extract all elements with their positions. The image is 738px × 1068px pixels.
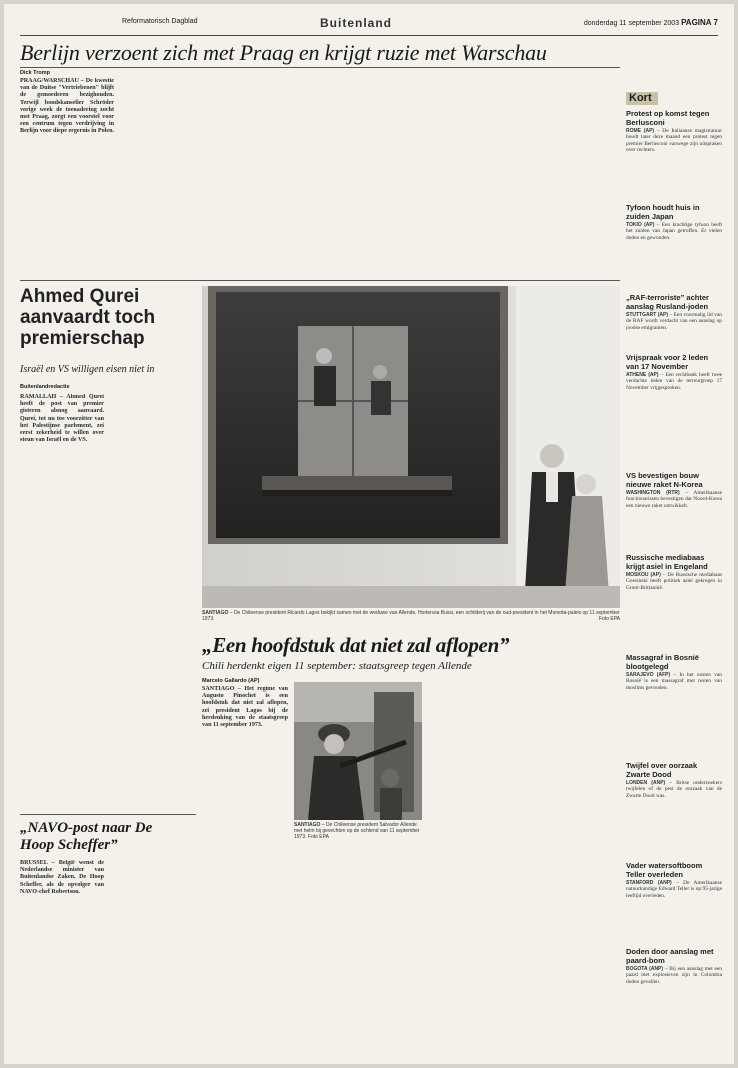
column-berlijn-4 bbox=[316, 78, 412, 274]
kort-item-place: ROME (AP) bbox=[626, 128, 655, 134]
date-text: donderdag 11 september 2003 bbox=[583, 20, 680, 27]
kort-item-title: Vader watersoftboom Teller overleden bbox=[626, 861, 703, 879]
kort-sidebar bbox=[626, 92, 722, 1064]
kort-item bbox=[626, 762, 722, 799]
paper-name: Reformatorisch Dagblad bbox=[122, 18, 198, 25]
kort-item-place: LONDEN (ANP) bbox=[626, 780, 666, 786]
column-chile-2 bbox=[202, 826, 288, 1060]
kort-item-text: – Bij een aanslag met een paard met explosieven zijn in Colombia doden gevallen. bbox=[626, 966, 722, 985]
section-title: Buitenland bbox=[320, 16, 392, 30]
kort-item-title: VS bevestigen bouw nieuwe raket N-Korea bbox=[626, 471, 703, 489]
kort-item-text: – Britse onderzoekers twijfelen of de pest de oorzaak van de Zwarte Dood was. bbox=[626, 780, 722, 799]
kort-item bbox=[626, 354, 722, 391]
kort-item-title: „RAF-terroriste” achter aanslag Rusland-joden bbox=[626, 293, 709, 311]
kort-item-title: Massagraf in Bosnië blootgelegd bbox=[626, 653, 699, 671]
page-number: 7 bbox=[713, 18, 718, 27]
kort-item bbox=[626, 472, 722, 509]
kort-item bbox=[626, 110, 722, 154]
kort-item bbox=[626, 654, 722, 691]
column-berlijn-1 bbox=[20, 78, 114, 274]
kort-item-text: – De Amerikaanse natuurkundige Edward Teller is op 95-jarige leeftijd overleden. bbox=[626, 880, 722, 899]
kort-item bbox=[626, 554, 722, 591]
subheadline-chile: Chili herdenkt eigen 11 september: staatsgreep tegen Allende bbox=[202, 660, 472, 672]
rule-section bbox=[20, 280, 620, 281]
credit-soldier-photo: Foto EPA bbox=[307, 834, 329, 840]
kort-item-title: Doden door aanslag met paard-bom bbox=[626, 947, 714, 965]
column-berlijn-6 bbox=[520, 78, 618, 274]
photo-lagos-allende bbox=[202, 286, 620, 608]
caption-soldier-text: – De Chileense president Salvador Allende met helm bij gevechten op de ochtend van 11 september 1973. bbox=[294, 822, 420, 840]
photo-allende-image bbox=[294, 682, 422, 820]
kort-item bbox=[626, 294, 722, 331]
kort-item-text: – Een voormalig lid van de RAF wordt verdacht van een aanslag op joodse emigranten. bbox=[626, 312, 722, 331]
issue-date bbox=[584, 18, 718, 27]
caption-main-text: – De Chileense president Ricardo Lagos bekijkt samen met de weduwe van Allende, Hortensia Bussi, een schilderij van de oud-president in het Moneda-paleis op 11 september 1973. bbox=[202, 610, 620, 622]
caption-main-photo bbox=[202, 610, 620, 622]
kort-item-place: MOSKOU (AP) bbox=[626, 572, 661, 578]
kort-item-title: Twijfel over oorzaak Zwarte Dood bbox=[626, 761, 698, 779]
lead-qurei: RAMALLAH – Ahmed Qurei heeft de post van premier gisteren alsnog aanvaard. Qurei, tot nu toe voorzitter van het Palestijnse parlement, zei eerst zekerheid te willen over steun van Israël en de VS. bbox=[20, 394, 104, 444]
column-chile-3 bbox=[294, 840, 422, 1060]
column-qurei-2 bbox=[110, 394, 196, 806]
rule-navo bbox=[20, 814, 196, 815]
lead-navo: BRUSSEL – België wenst de Nederlandse minister van Buitenlandse Zaken, De Hoop Scheffer, als de opvolger van NAVO-chef Robertson. bbox=[20, 860, 104, 895]
subheadline-qurei: Israël en VS willigen eisen niet in bbox=[20, 364, 155, 375]
column-navo-1 bbox=[20, 860, 104, 1060]
column-berlijn-5 bbox=[418, 78, 514, 274]
kort-item-place: WASHINGTON (RTR) bbox=[626, 490, 680, 496]
column-qurei-1 bbox=[20, 394, 104, 806]
kort-item-title: Tyfoon houdt huis in zuiden Japan bbox=[626, 203, 700, 221]
photo-lagos-image bbox=[202, 286, 620, 608]
kort-item-place: BOGOTA (ANP) bbox=[626, 966, 664, 972]
kort-item bbox=[626, 862, 722, 899]
kort-title: Kort bbox=[626, 92, 658, 105]
credit-main-photo: Foto EPA bbox=[598, 616, 620, 622]
kort-item-place: STANFORD (ANP) bbox=[626, 880, 672, 886]
rule-berlijn bbox=[20, 67, 620, 68]
column-chile-1 bbox=[202, 686, 288, 820]
kort-item-place: SARAJEVO (AFP) bbox=[626, 672, 671, 678]
kort-item bbox=[626, 204, 722, 241]
column-berlijn-3 bbox=[218, 78, 310, 274]
kort-item-title: Vrijspraak voor 2 leden van 17 November bbox=[626, 353, 709, 371]
kort-item-title: Protest op komst tegen Berlusconi bbox=[626, 109, 710, 127]
kort-item-text: – Een krachtige tyfoon heeft het zuiden van Japan getroffen. Er vielen doden en gewonden. bbox=[626, 222, 722, 241]
byline-berlijn: Dick Tromp bbox=[20, 70, 50, 76]
kort-item-place: TOKIO (AP) bbox=[626, 222, 655, 228]
headline-navo: „NAVO-post naar De Hoop Scheffer” bbox=[20, 820, 153, 853]
column-chile-5 bbox=[528, 682, 620, 1060]
photo-allende-helmet bbox=[294, 682, 422, 820]
column-berlijn-2 bbox=[120, 78, 212, 274]
kort-item-text: – De Russische mediabaas Goesinski heeft politiek asiel gekregen in Groot-Brittannië. bbox=[626, 572, 722, 591]
kort-item-text: – In het oosten van Bosnië is een massagraf met resten van moslims gevonden. bbox=[626, 672, 722, 691]
caption-main-label: SANTIAGO bbox=[202, 610, 229, 616]
kort-item-text: – De Italiaanse magistratuur houdt later deze maand een protest tegen premier Berlusconi vanwege zijn uitspraken over rechters. bbox=[626, 128, 722, 154]
byline-chile: Marcelo Gallardo (AP) bbox=[202, 678, 260, 684]
kort-item-text: – Een rechtbank heeft twee verdachte leden van de terreurgroep 17 November vrijgesproken. bbox=[626, 372, 723, 391]
kort-item-text: – Amerikaanse functionarissen bevestigen dat Noord-Korea een nieuwe raket ontwikkelt. bbox=[626, 490, 722, 509]
caption-soldier-label: SANTIAGO bbox=[294, 822, 321, 828]
lead-chile: SANTIAGO – Het regime van Augusto Pinochet is een hoofdstuk dat niet zal aflopen, zei president Lagos bij de herdenking van de staatsgreep van 11 september 1973. bbox=[202, 686, 288, 729]
kort-item bbox=[626, 948, 722, 985]
caption-soldier-photo bbox=[294, 822, 422, 840]
kort-item-place: STUTTGART (AP) bbox=[626, 312, 669, 318]
headline-berlijn: Berlijn verzoent zich met Praag en krijgt ruzie met Warschau bbox=[20, 40, 547, 65]
lead-berlijn: PRAAG/WARSCHAU – De kwestie van de Duitse "Vertriebenen" blijft de gemoederen bezighouden. Terwijl bondskanselier Schröder vorige week de toenadering zocht met Praag, zorgt een voorstel voor een centrum tegen verdrijving in Berlijn voor diepe ergernis in Polen. bbox=[20, 78, 114, 135]
page-label: PAGINA bbox=[681, 18, 712, 27]
headline-chile: „Een hoofdstuk dat niet zal aflopen” bbox=[202, 633, 510, 657]
newspaper-page bbox=[4, 4, 734, 1064]
masthead bbox=[20, 14, 718, 36]
kort-item-title: Russische mediabaas krijgt asiel in Engeland bbox=[626, 553, 708, 571]
headline-qurei: Ahmed Qurei aanvaardt toch premierschap bbox=[20, 286, 156, 349]
kort-item-place: ATHENE (AP) bbox=[626, 372, 659, 378]
kort-header bbox=[626, 92, 722, 106]
column-navo-2 bbox=[110, 860, 196, 1060]
byline-qurei: Buitenlandredactie bbox=[20, 384, 70, 390]
column-chile-4 bbox=[428, 682, 522, 1060]
